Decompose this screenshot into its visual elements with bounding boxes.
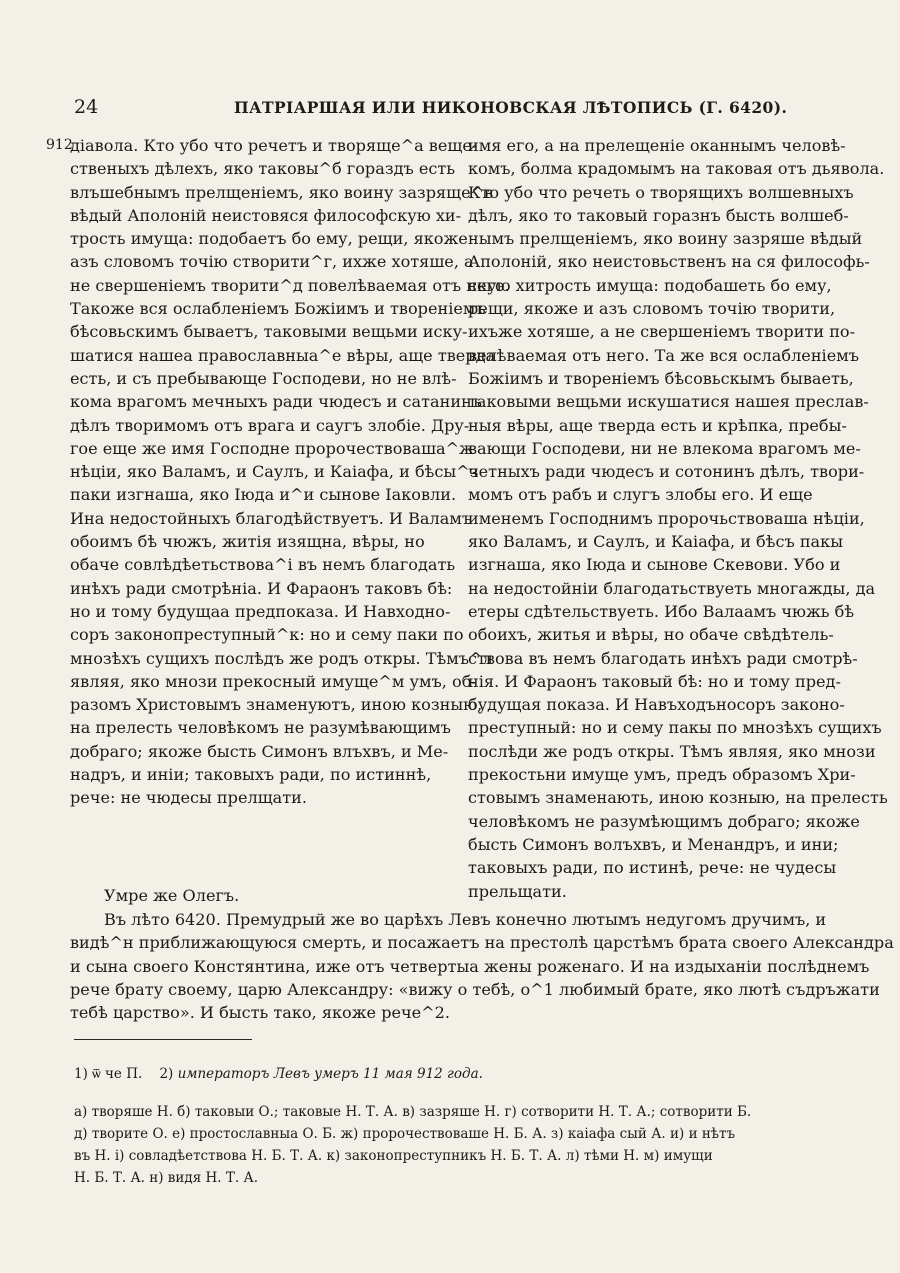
text-line: не свершеніемъ творити^д повелѣваемая отъ него.	[70, 275, 510, 295]
text-line: Ина недостойныхъ благодѣйствуетъ. И Валамъ	[70, 508, 473, 528]
variant-note-line: д) творите О. е) простославныа О. Б. ж) пророчествоваше Н. Б. А. з) каіафа сый А. и) и нѣтъ	[74, 1126, 736, 1142]
text-line: Кто убо что речеть о творящихъ волшевныхъ	[468, 182, 854, 202]
text-line: вѣдый Аполоній неистовяся философскую хи-	[70, 205, 462, 225]
paragraph-line: и сына своего Констянтина, иже отъ четвертыа жены роженаго. И на издыханіи послѣднемъ	[70, 956, 870, 976]
text-line: изгнаша, яко Іюда и сынове Скевови. Убо и	[468, 555, 841, 575]
text-line: добраго; якоже бысть Симонъ влъхвъ, и Ме-	[70, 741, 449, 761]
text-line: послѣди же родъ откры. Тѣмъ являя, яко мнози	[468, 741, 876, 761]
paragraph-line: рече брату своему, царю Александру: «вижу о тебѣ, о^1 любимый брате, яко лютѣ съдръжати	[70, 979, 880, 999]
text-line: нѣціи, яко Валамъ, и Саулъ, и Каіафа, и бѣсы^з	[70, 462, 479, 482]
text-line: прельщати.	[468, 881, 567, 901]
text-line: Такоже вся ослабленіемъ Божіимъ и твореніемъ	[70, 299, 486, 319]
footnote-2-label: 2)	[159, 1066, 174, 1082]
text-line: ствова въ немъ благодать инѣхъ ради смотрѣ-	[468, 648, 858, 668]
variant-note-line: а) творяше Н. б) таковыи О.; таковые Н. Т. А. в) зазряше Н. г) сотворити Н. Т. А.; сотворити Б.	[74, 1104, 752, 1120]
text-line: момъ отъ рабъ и слугъ злобы его. И еще	[468, 485, 813, 505]
footnote-divider	[74, 1039, 252, 1040]
text-line: обоимъ бѣ чюжъ, житія изящна, вѣры, но	[70, 532, 425, 552]
footnote-1: 1) ѿ че П.	[74, 1066, 143, 1082]
left-column	[46, 134, 510, 810]
text-line: діавола. Кто убо что речетъ и творяще^а веще-	[70, 136, 478, 155]
numbered-footnotes	[74, 1066, 850, 1082]
text-line: дѣлъ, яко то таковый горазнъ бысть волшеб-	[468, 205, 849, 225]
text-line: на недостойніи благодатьствуеть многажды, да	[468, 578, 876, 598]
right-column-lines	[468, 134, 888, 903]
text-line: обаче совлѣдѣетьствова^і въ немъ благодать	[70, 555, 456, 575]
death-line: Умре же Олегъ.	[104, 886, 240, 905]
text-line: комъ, болма крадомымъ на таковая отъ дьявола.	[468, 159, 885, 179]
text-line: рече: не чюдесы прелщати.	[70, 788, 307, 808]
text-line: бысть Симонъ волъхвъ, и Менандръ, и ини;	[468, 834, 839, 854]
text-line: человѣкомъ не разумѣющимъ добраго; якоже	[468, 811, 860, 831]
text-line: ихъже хотяше, а не свершеніемъ творити по-	[468, 322, 856, 342]
text-line: рещи, якоже и азъ словомъ точію творити,	[468, 299, 836, 319]
text-line: инѣхъ ради смотрѣніа. И Фараонъ таковъ бѣ:	[70, 578, 453, 598]
text-line: стовымъ знаменають, иною козныю, на прелесть	[468, 788, 888, 808]
footnote-2-text: императоръ Левъ умеръ 11 мая 912 года.	[177, 1066, 483, 1082]
text-line: бѣсовьскимъ бываетъ, таковыми вещьми иску-	[70, 322, 468, 342]
paragraph-line: Въ лѣто 6420. Премудрый же во царѣхъ Левъ конечно лютымъ недугомъ дручимъ, и	[104, 910, 827, 929]
text-line: но и тому будущаа предпоказа. И Навходно-	[70, 601, 451, 621]
text-line: мнозѣхъ сущихъ послѣдъ же родъ откры. Тѣмъ^л	[70, 648, 493, 668]
text-line: преступный: но и сему пакы по мнозѣхъ сущихъ	[468, 718, 882, 738]
paragraph-line: тебѣ царство». И бысть тако, якоже рече^2.	[70, 1003, 451, 1023]
text-line: Аполоній, яко неистовьственъ на ся философь-	[468, 252, 870, 272]
text-line: надръ, и иніи; таковыхъ ради, по истиннѣ,	[70, 765, 432, 785]
text-line: ственыхъ дѣлехъ, яко таковы^б гораздъ есть	[70, 159, 456, 179]
text-line: яко Валамъ, и Саулъ, и Каіафа, и бѣсъ пакы	[468, 532, 844, 552]
right-column	[468, 134, 888, 903]
text-line: велѣваемая отъ него. Та же вся ослабленіемъ	[468, 345, 859, 365]
running-title: ПАТРІАРШАЯ ИЛИ НИКОНОВСКАЯ ЛѢТОПИСЬ (Г. 6420).	[234, 98, 788, 117]
variant-footnotes	[74, 1101, 850, 1189]
text-line: таковыхъ ради, по истинѣ, рече: не чудесы	[468, 858, 837, 878]
text-line: таковыми вещьми искушатися нашея преслав-	[468, 392, 869, 412]
text-line: нія. И Фараонъ таковый бѣ: но и тому пред-	[468, 671, 841, 691]
text-line: нымъ прелщеніемъ, яко воину зазряше вѣдый	[468, 229, 863, 249]
text-line: обоихъ, житья и вѣры, но обаче свѣдѣтель-	[468, 625, 834, 645]
text-line: прекостьни имуще умъ, предъ образомъ Хри-	[468, 765, 856, 785]
text-line: азъ словомъ точію створити^г, ихже хотяше, а	[70, 252, 474, 272]
text-line: четныхъ ради чюдесъ и сотонинъ дѣлъ, твори-	[468, 462, 865, 482]
text-line: дѣлъ творимомъ отъ врага и саугъ злобіе. Дру-	[70, 415, 470, 435]
variant-note-line: въ Н. і) совладѣетствова Н. Б. Т. А. к) законопреступникъ Н. Б. Т. А. л) тѣми Н. м) имущи	[74, 1148, 713, 1164]
page-number: 24	[74, 96, 99, 118]
text-line: вающи Господеви, ни не влекома врагомъ ме-	[468, 438, 861, 458]
margin-year: 912	[46, 137, 73, 153]
text-line: паки изгнаша, яко Іюда и^и сынове Іаковли.	[70, 485, 457, 505]
text-line: Божіимъ и твореніемъ бѣсовьскымъ бываеть,	[468, 368, 854, 388]
paragraph-line: видѣ^н приближающуюся смерть, и посажаетъ на престолѣ царстѣмъ брата своего Александра	[70, 933, 894, 953]
main-paragraph	[70, 908, 894, 1024]
left-column-lines	[70, 134, 510, 810]
text-line: гое еще же имя Господне пророчествоваша^ж	[70, 438, 474, 458]
text-line: шатися нашеа православныа^е вѣры, аще тверда	[70, 345, 496, 365]
text-line: скую хитрость имуща: подобашеть бо ему,	[468, 275, 832, 295]
text-line: влъшебнымъ прелщеніемъ, яко воину зазряще^в	[70, 182, 494, 202]
text-line: ныя вѣры, аще тверда есть и крѣпка, пребы-	[468, 415, 847, 435]
page-header	[74, 96, 854, 122]
text-line: имя его, а на прелещеніе оканнымъ человѣ-	[468, 136, 846, 155]
text-line: на прелесть человѣкомъ не разумѣвающимъ	[70, 718, 451, 738]
text-line: кома врагомъ мечныхъ ради чюдесъ и сатанинъ	[70, 392, 483, 412]
text-line: являя, яко мнози прекосный имуще^м умъ, об-	[70, 671, 477, 691]
text-line: разомъ Христовымъ знаменуютъ, иною козныю,	[70, 695, 483, 715]
text-line: будущая показа. И Навъходъносоръ законо-	[468, 695, 845, 715]
text-line: именемъ Господнимъ пророчьствоваша нѣціи,	[468, 508, 865, 528]
text-line: трость имуща: подобаетъ бо ему, рещи, якоже	[70, 229, 468, 249]
text-line: есть, и съ пребывающе Господеви, но не влѣ-	[70, 368, 457, 388]
variant-note-line: Н. Б. Т. А. н) видя Н. Т. А.	[74, 1170, 258, 1186]
text-line: етеры сдѣтельствуеть. Ибо Валаамъ чюжь бѣ	[468, 601, 855, 621]
text-line: соръ законопреступный^к: но и сему паки по	[70, 625, 464, 645]
